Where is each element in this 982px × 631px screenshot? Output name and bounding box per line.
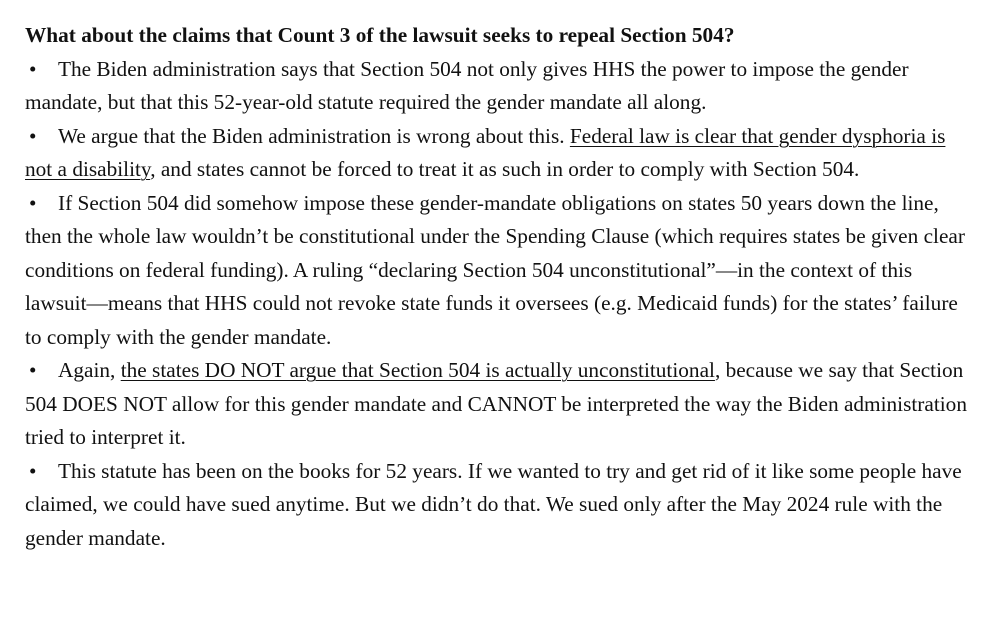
bullet-dot-icon: • — [29, 123, 37, 148]
document-body — [25, 19, 970, 555]
bullet-item — [25, 187, 970, 355]
bullet-dot-icon: • — [29, 56, 37, 81]
bullet-text: This statute has been on the books for 52 years. If we wanted to try and get rid of it like some people have claimed, we could have sued anytime. But we didn’t do that. We sued only after the May 2024 rule with the gender mandate. — [25, 458, 962, 550]
bullet-dot-icon: • — [29, 458, 37, 483]
underlined-emphasis: the states DO NOT argue that Section 504 is actually unconstitutional — [120, 358, 715, 382]
bullet-dot-icon: • — [29, 190, 37, 215]
bullet-item — [25, 354, 970, 455]
bullet-text-after: , because we say that Section 504 DOES NOT allow for this gender mandate and CANNOT be interpreted the way the Biden administration tried to interpret it. — [25, 358, 967, 449]
underlined-emphasis: Federal law is clear that gender dysphoria is not a disability — [25, 123, 946, 181]
bullet-item — [25, 120, 970, 187]
bullet-text-after: , and states cannot be forced to treat it as such in order to comply with Section 504. — [150, 157, 860, 181]
bullet-list — [25, 53, 970, 556]
bullet-text-before: We argue that the Biden administration is wrong about this. — [58, 123, 570, 148]
bullet-item — [25, 455, 970, 556]
bullet-text: If Section 504 did somehow impose these gender-mandate obligations on states 50 years down the line, then the whole law wouldn’t be constitutional under the Spending Clause (which requires states be given clear conditions on federal funding). A ruling “declaring Section 504 unconstitutional”—in the context of this lawsuit—means that HHS could not revoke state funds it oversees (e.g. Medicaid funds) for the states’ failure to comply with the gender mandate. — [25, 190, 965, 349]
bullet-item — [25, 53, 970, 120]
bullet-text-before: Again, — [58, 358, 121, 382]
bullet-text: The Biden administration says that Section 504 not only gives HHS the power to impose the gender mandate, but that this 52-year-old statute required the gender mandate all along. — [25, 56, 909, 114]
bullet-dot-icon: • — [29, 358, 37, 382]
section-heading: What about the claims that Count 3 of the lawsuit seeks to repeal Section 504? — [25, 23, 735, 47]
